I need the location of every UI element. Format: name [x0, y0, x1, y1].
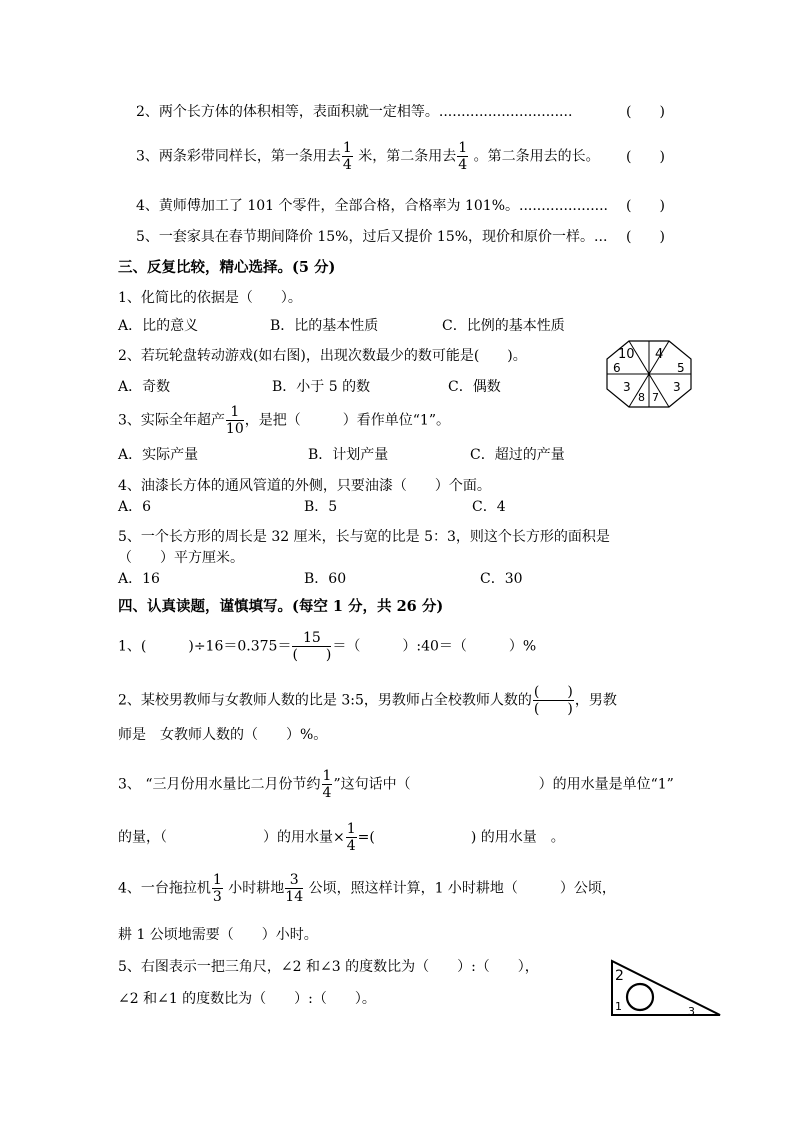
- judge-q3-blank: ( ): [626, 149, 665, 165]
- fraction-num: 1: [346, 821, 356, 837]
- s3-q4-option-a: A．6: [118, 499, 152, 515]
- s3-q2-option-c: C．偶数: [448, 379, 501, 395]
- s4-q2-line1: [118, 684, 617, 717]
- s3-q3-stem: [118, 404, 450, 437]
- fraction: [292, 630, 331, 663]
- fraction: [342, 140, 353, 173]
- judge-q2: [136, 103, 572, 121]
- wheel-number: 8: [638, 391, 645, 404]
- judge-q3-text-b: 米，第二条用去: [353, 148, 457, 165]
- fraction-den: 3: [212, 889, 222, 905]
- wheel-number: 4: [655, 347, 664, 362]
- fraction-num: 1: [212, 872, 222, 888]
- s3-q1-option-c: C．比例的基本性质: [442, 318, 565, 334]
- fraction-den: 14: [285, 889, 304, 905]
- judge-q5: [136, 228, 607, 246]
- s3-q2-option-a: A．奇数: [118, 379, 171, 395]
- s4-q4-text-c: 公顷，照这样计算，1 小时耕地（ ）公顷，: [304, 880, 616, 897]
- s3-q2-stem: 2、若玩轮盘转动游戏(如右图)，出现次数最少的数可能是( )。: [118, 348, 527, 364]
- s4-q3-text-d: 的量，（: [118, 829, 167, 846]
- wheel-number: 5: [677, 361, 685, 375]
- s4-q3-text-c: ）的用水量是单位“1”: [538, 776, 674, 793]
- wheel-number: 3: [673, 380, 681, 394]
- judge-q5-blank: ( ): [626, 229, 665, 245]
- s4-q2-text-a: 2、某校男教师与女教师人数的比是 3:5，男教师占全校教师人数的: [118, 692, 532, 709]
- s3-q5-line1: 5、一个长方形的周长是 32 厘米，长与宽的比是 5：3，则这个长方形的面积是: [118, 529, 610, 545]
- s4-q3-text-f: =(: [357, 829, 375, 846]
- section4-heading: 四、认真读题，谨慎填写。(每空 1 分，共 26 分): [118, 598, 444, 615]
- fraction-den: 4: [322, 785, 332, 801]
- s3-q4-option-b: B．5: [304, 499, 338, 515]
- angle-label: 1: [615, 1000, 622, 1013]
- s3-q5-option-c: C．30: [480, 571, 523, 587]
- triangle-outline: [612, 961, 720, 1015]
- wheel-number: 3: [623, 380, 631, 394]
- s4-q3-line1: [118, 768, 674, 801]
- triangle-hole: [627, 984, 653, 1010]
- judge-q2-text: 2、两个长方体的体积相等，表面积就一定相等。..............................: [136, 104, 573, 120]
- fraction: [285, 872, 303, 905]
- fraction-den: 4: [458, 157, 468, 173]
- fraction: [457, 140, 468, 173]
- s4-q4-line1: [118, 872, 616, 905]
- fraction-num: 1: [322, 768, 332, 784]
- fraction-den: ( ): [292, 647, 332, 663]
- fraction-num: 3: [285, 872, 303, 889]
- s3-q3-text-a: 3、实际全年超产: [118, 412, 225, 429]
- s3-q3-option-c: C．超过的产量: [470, 447, 565, 463]
- s3-q4-option-c: C．4: [472, 499, 506, 515]
- s3-q3-option-b: B．计划产量: [308, 447, 389, 463]
- s3-q1-option-b: B．比的基本性质: [270, 318, 379, 334]
- s4-q4-line2: 耕 1 公顷地需要（ ）小时。: [118, 927, 318, 943]
- fraction-num: ( ): [533, 684, 573, 700]
- s3-q3-text-b: ，是把（ ）看作单位“1”。: [244, 412, 450, 429]
- s4-q4-text-b: 小时耕地: [223, 880, 285, 897]
- triangle-ruler-figure: [610, 958, 722, 1018]
- judge-q3-text-c: 。第二条用去的长。: [469, 148, 600, 165]
- s3-q5-option-b: B．60: [304, 571, 347, 587]
- s4-q1-text-a: 1、( )÷16＝0.375＝: [118, 638, 292, 655]
- s3-q5-option-a: A．16: [118, 571, 160, 587]
- wheel-number: 10: [618, 347, 635, 362]
- fraction-num: 1: [458, 140, 468, 156]
- fraction-den: ( ): [533, 701, 573, 717]
- s4-q2-line2: 师是 女教师人数的（ ）%。: [118, 727, 328, 743]
- s4-q3-line2: [118, 821, 565, 854]
- fraction: [212, 872, 223, 905]
- s3-q1-stem: 1、化简比的依据是（ ）。: [118, 290, 302, 306]
- judge-q3-text-a: 3、两条彩带同样长，第一条用去: [136, 148, 341, 165]
- fraction-den: 4: [342, 157, 352, 173]
- s4-q3-text-b: ”这句话中（: [333, 776, 411, 793]
- wheel-number: 7: [652, 391, 659, 404]
- s4-q3-text-e: ）的用水量×: [263, 829, 345, 846]
- angle-label: 3: [688, 1005, 695, 1018]
- fraction: [533, 684, 574, 717]
- fraction: [322, 768, 333, 801]
- judge-q2-blank: ( ): [626, 104, 665, 120]
- s4-q1: [118, 630, 536, 663]
- s4-q4-text-a: 4、一台拖拉机: [118, 880, 211, 897]
- s4-q3-text-a: 3、 “三月份用水量比二月份节约: [118, 776, 321, 793]
- s3-q4-stem: 4、油漆长方体的通风管道的外侧，只要油漆（ ）个面。: [118, 478, 491, 494]
- s3-q5-line2: （ ）平方厘米。: [118, 550, 244, 566]
- spinner-wheel-figure: [605, 339, 693, 409]
- judge-q5-text: 5、一套家具在春节期间降价 15%，过后又提价 15%，现价和原价一样。...: [136, 229, 608, 245]
- fraction-den: 10: [225, 421, 244, 437]
- section3-heading: 三、反复比较，精心选择。(5 分): [118, 259, 336, 276]
- s4-q3-text-g: ) 的用水量 。: [470, 829, 565, 846]
- judge-q4: [136, 197, 608, 215]
- fraction-den: 4: [346, 838, 356, 854]
- judge-q4-text: 4、黄师傅加工了 101 个零件，全部合格，合格率为 101%。....................: [136, 198, 609, 214]
- judge-q4-blank: ( ): [626, 198, 665, 214]
- fraction-num: 1: [226, 404, 244, 421]
- fraction: [346, 821, 357, 854]
- s4-q2-text-b: ，男教: [574, 692, 617, 709]
- s4-q1-text-b: ＝（ ）:40＝（ ）%: [332, 638, 537, 655]
- fraction-num: 1: [342, 140, 352, 156]
- s3-q3-option-a: A．实际产量: [118, 447, 199, 463]
- fraction: [226, 404, 244, 437]
- wheel-number: 6: [613, 361, 621, 375]
- angle-label: 2: [615, 968, 624, 984]
- judge-q3: [136, 140, 600, 173]
- s3-q2-option-b: B．小于 5 的数: [272, 379, 371, 395]
- s4-q5-line1: 5、右图表示一把三角尺，∠2 和∠3 的度数比为（ ）:（ ），: [118, 959, 539, 975]
- s3-q1-option-a: A．比的意义: [118, 318, 199, 334]
- s4-q5-line2: ∠2 和∠1 的度数比为（ ）:（ ）。: [118, 991, 376, 1007]
- fraction-num: 15: [292, 630, 331, 647]
